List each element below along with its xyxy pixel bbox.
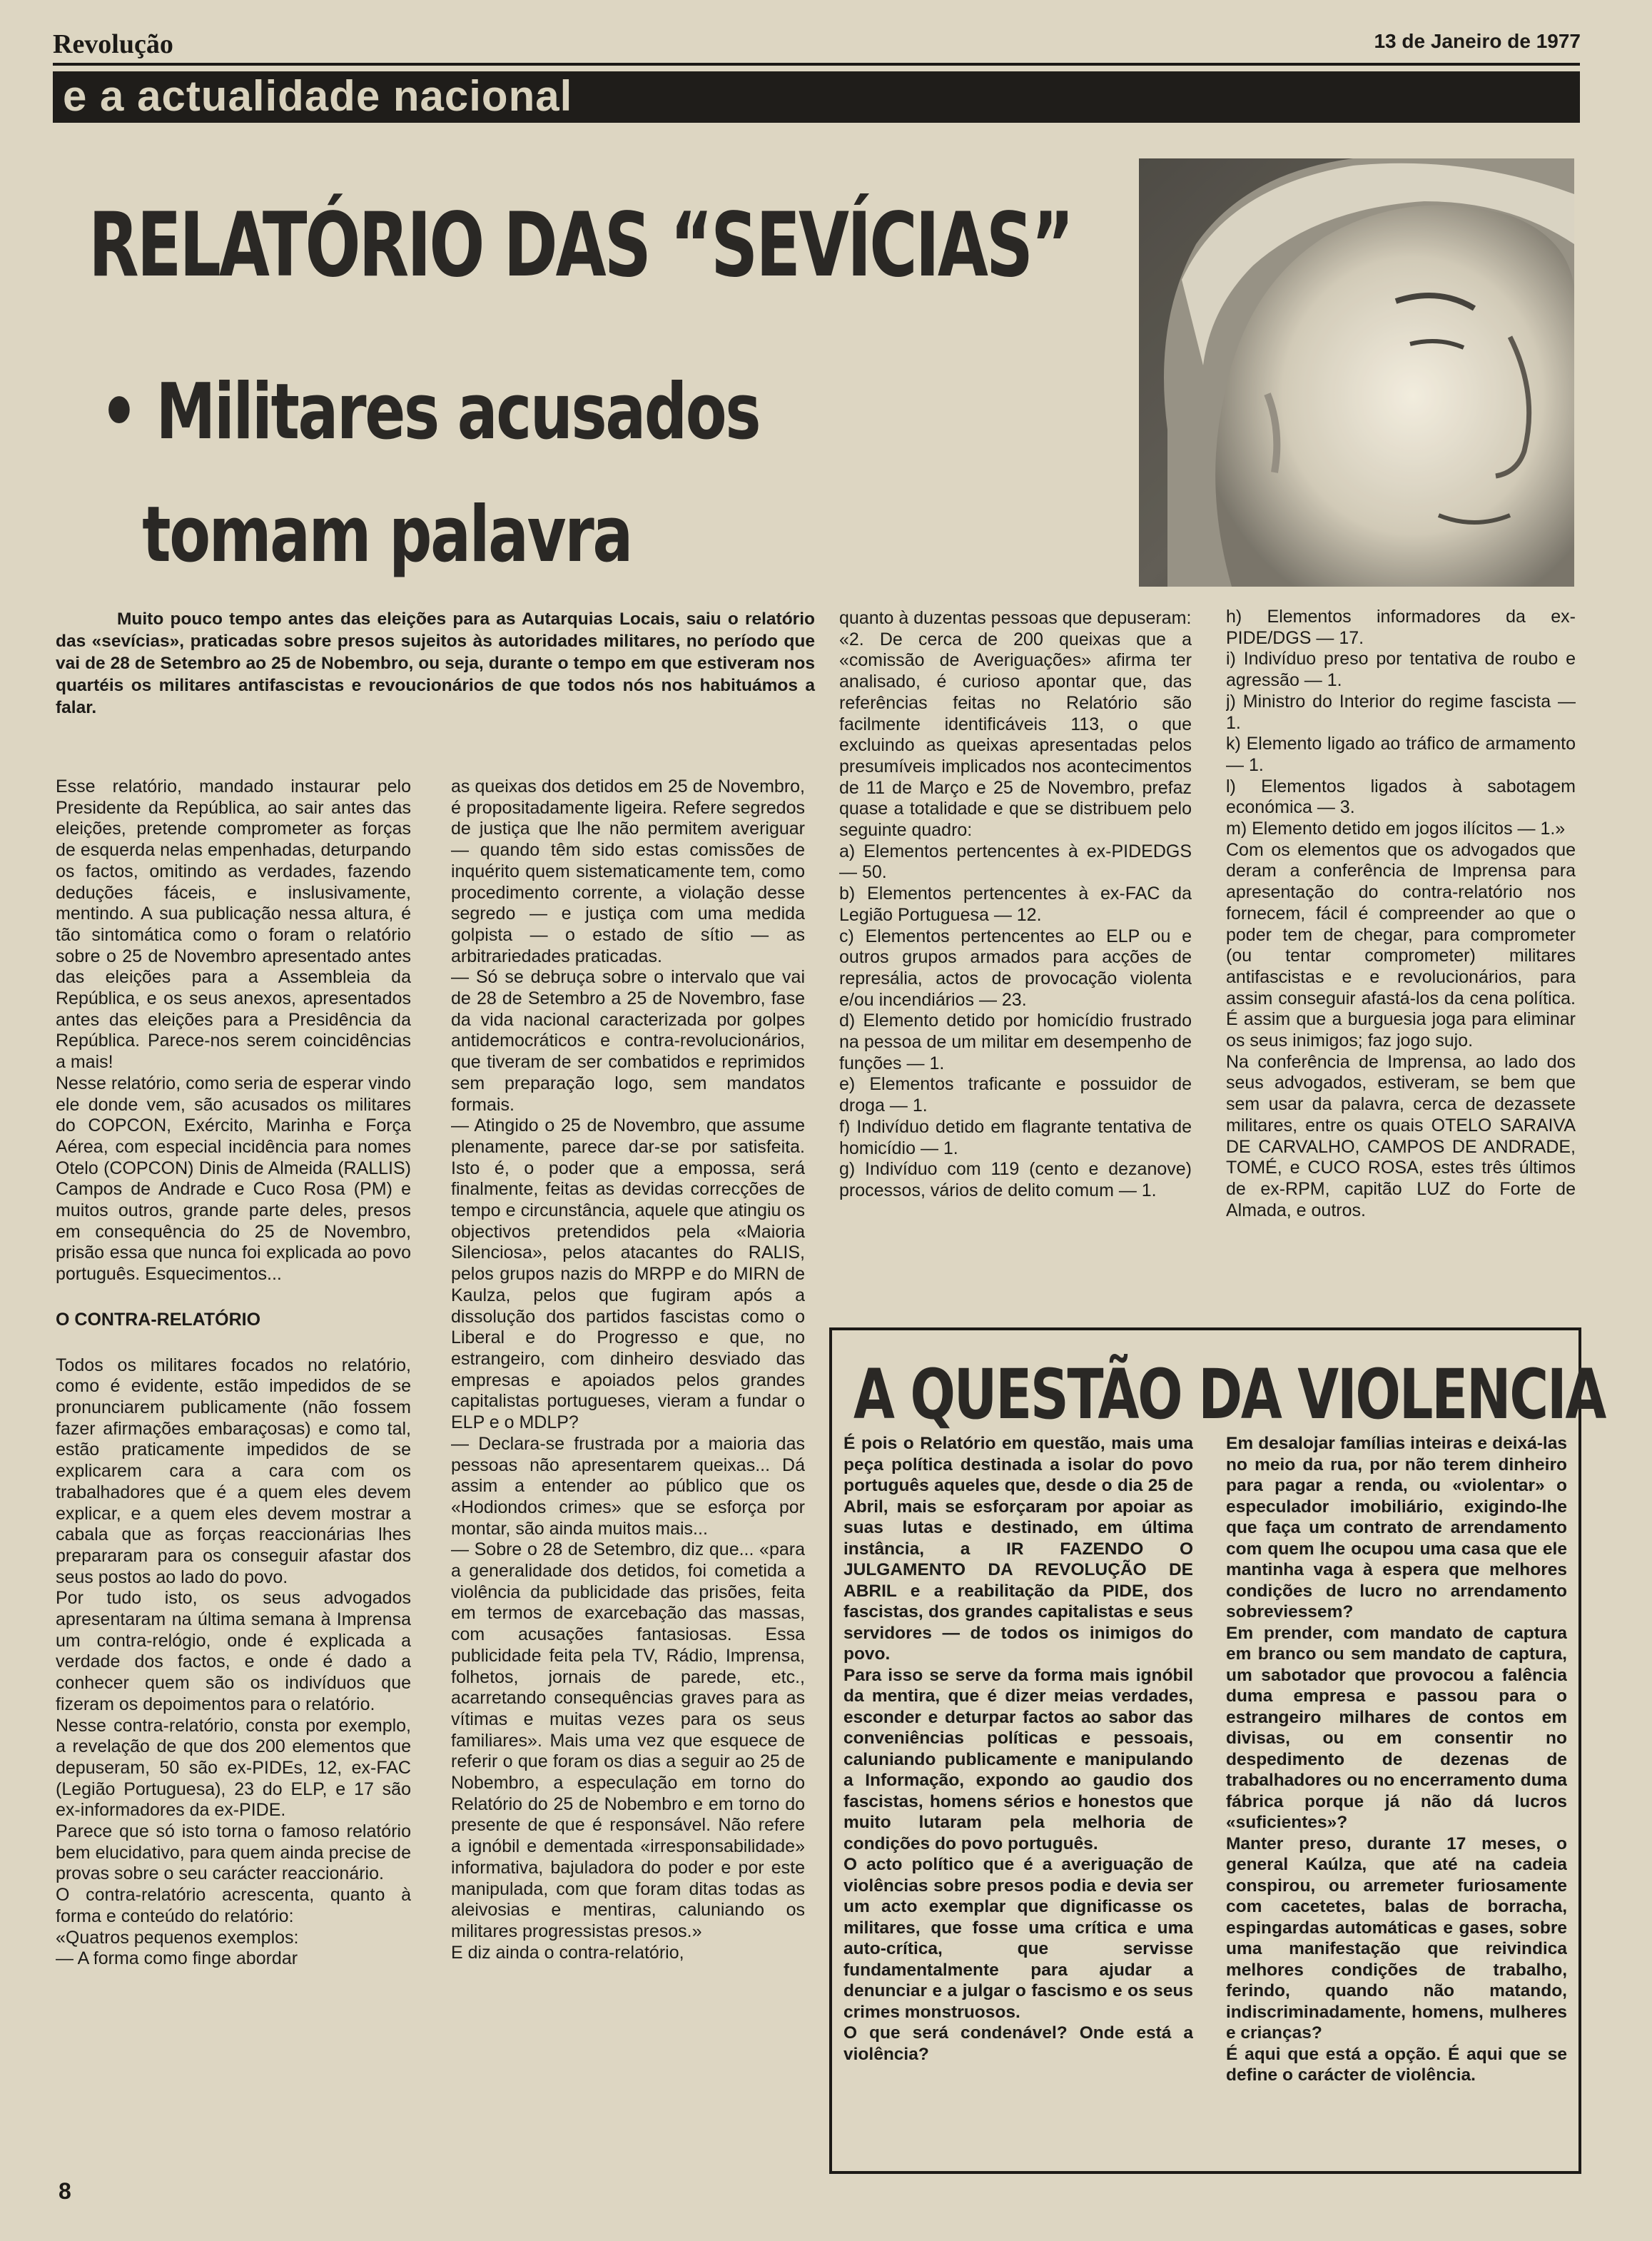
headline: RELATÓRIO DAS “SEVÍCIAS” <box>88 194 1073 297</box>
header-rule <box>53 63 1580 66</box>
sidebar-title: A QUESTÃO DA VIOLENCIA <box>853 1355 1605 1435</box>
article-text-1a: Esse relatório, mandado instaurar pelo Presidente da República, ao sair antes das eleições, pretende comprometer as forças de esquerda nelas empenhadas, deturpando os factos, omitindo as verdades, fazendo deduções fáceis, e inslusivamente, mentindo. A sua publicação nessa altura, é tão sintomática como o foram o relatório sobre o 25 de Novembro apresentado antes das eleições para a Assembleia da República, e os seus anexos, apresentados antes das eleições para a Presidência da República. Parece-nos serem coincidências a mais! Nesse relatório, como seria de esperar vindo ele donde vem, são acusados os militares do COPCON, Exército, Marinha e Força Aérea, com especial incidência para nomes Otelo (COPCON) Dinis de Almeida (RALLIS) Campos de Andrade e Cuco Rosa (PM) e muitos outros, grande parte deles, presos em consequência do 25 de Novembro, prisão essa que nunca foi explicada ao povo português. Esquecimentos... <box>56 776 411 1285</box>
article-column-2: as queixas dos detidos em 25 de Novembro, é propositadamente ligeira. Refere segredos de justiça que lhe não permitem averiguar — quando têm sido estas comissões de inquérito quem sistematicamente tem, como procedimento corrente, a violação desse segredo — e justiça com uma medida golpista — o estado de sítio — as arbitrariedades praticadas. — Só se debruça sobre o intervalo que vai de 28 de Setembro a 25 de Novembro, fase da vida nacional caracterizada por golpes antidemocráticos e contra-revolucionários, que tiveram de ser combatidos e reprimidos sem preparação logo, sem mandatos formais. — Atingido o 25 de Novembro, que assume plenamente, parece dar-se por satisfeita. Isto é, o poder que a empossa, será finalmente, feitas as devidas correcções de tempo e circunstância, aquele que atingiu os objectivos pretendidos pela «Maioria Silenciosa», pelos atacantes do RALIS, pelos grupos nazis do MRPP e do MIRN de Kaulza, pelos que fugiram após a dissolução dos partidos fascistas como o Liberal e do Progresso e que, no estrangeiro, com dinheiro desviado das empresas e apoiados pelos grandes capitalistas portugueses, vieram a fundar o ELP e o MDLP? — Declara-se frustrada por a maioria das pessoas não apresentarem queixas... Dá assim a entender ao público que os «Hodiondos crimes» que se esforça por montar, são ainda muitos mais... — Sobre o 28 de Setembro, diz que... «para a generalidade dos detidos, foi cometida a violência da publicidade das prisões, feita em termos de exarcebação das massas, com acusações fantasiosas. Essa publicidade feita pela TV, Rádio, Imprensa, folhetos, jornais de parede, etc., acarretando consequências graves para as vítimas e muitas vezes para os seus familiares». Mais uma vez que esquece de referir o que foram os dias a seguir ao 25 de Nobembro, a especulação em torno do Relatório do 25 de Nobembro e em torno do presente de que é responsável. Não refere a ignóbil e dementada «irresponsabilidade» informativa, bajuladora do poder e por este manipulada, com que foram ditas todas as aleivosias e mentiras, caluniando os militares progressistas presos.» E diz ainda o contra-relatório, <box>451 776 805 1963</box>
portrait-photo <box>1139 158 1574 587</box>
sidebar-column-1: É pois o Relatório em questão, mais uma peça política destinada a isolar do povo português aqueles que, desde o dia 25 de Abril, mais se esforçaram por apoiar as suas lutas e destinado, em última instância, a IR FAZENDO O JULGAMENTO DA REVOLUÇÃO DE ABRIL e a reabilitação da PIDE, dos fascistas, dos grandes capitalistas e seus servidores — de todos os inimigos do povo. Para isso se serve da forma mais ignóbil da mentira, que é dizer meias verdades, esconder e deturpar factos ao sabor das conveniências políticas e pessoais, caluniando publicamente e manipulando a Informação, expondo ao gaudio dos fascistas, homens sérios e honestos que muito lutaram pela melhoria de condições do povo português. O acto político que é a averiguação de violências sobre presos podia e devia ser um acto exemplar que dignificasse os militares, que fosse uma crítica e uma auto-crítica, que servisse fundamentalmente para ajudar a denunciar e a julgar o fascismo e os seus crimes monstruosos. O que será condenável? Onde está a violência? <box>843 1434 1193 2064</box>
sidebar-column-2: Em desalojar famílias inteiras e deixá-las no meio da rua, por não terem dinheiro para pagar a renda, ou «violentar» o especulador imobiliário, exigindo-lhe que faça um contrato de arrendamento com quem lhe ocupou uma casa que ele mantinha vaga à espera que melhores condições de lucro no arrendamento sobreviessem? Em prender, com mandato de captura em branco ou sem mandato de captura, um sabotador que provocou a falência duma empresa e passou para o estrangeiro milhares de contos em divisas, ou em consentir no despedimento de dezenas de trabalhadores ou no encerramento duma fábrica porque já não dá lucros «suficientes»? Manter preso, durante 17 meses, o general Kaúlza, que até na cadeia conspirou, ou arremeter furiosamente com cacetetes, balas de borracha, espingardas automáticas e gases, sobre uma manifestação que reivindica melhores condições de trabalho, ferindo, quando não matando, indiscriminadamente, homens, mulheres e crianças? É aqui que está a opção. É aqui que se define o carácter de violência. <box>1226 1434 1567 2085</box>
newspaper-name: Revolução <box>53 29 173 59</box>
section-title: e a actualidade nacional <box>63 72 573 120</box>
article-column-3: quanto à duzentas pessoas que depuseram: «2. De cerca de 200 queixas que a «comissão de Averiguações» afirma ter analisado, é curioso apontar que, das referências feitas no Relatório são facilmente identificáveis 113, o que excluindo as queixas apresentadas pelos presumíveis implicados nos acontecimentos de 11 de Março e 25 de Novembro, prefaz quase a totalidade e que se distribuem pelo seguinte quadro: a) Elementos pertencentes à ex-PIDEDGS — 50. b) Elementos pertencentes à ex-FAC da Legião Portuguesa — 12. c) Elementos pertencentes ao ELP ou e outros grupos armados para acções de represália, actos de provocação violenta e/ou incendiários — 23. d) Elemento detido por homicídio frustrado na pessoa de um militar em desempenho de funções — 1. e) Elementos traficante e possuidor de droga — 1. f) Indivíduo detido em flagrante tentativa de homicídio — 1. g) Indivíduo com 119 (cento e dezanove) processos, vários de delito comum — 1. <box>839 608 1192 1200</box>
subheadline-line-2: tomam palavra <box>142 490 632 580</box>
issue-date: 13 de Janeiro de 1977 <box>1374 30 1581 52</box>
subheading-contra-relatorio: O CONTRA-RELATÓRIO <box>56 1309 261 1330</box>
subheadline-line-1: • Militares acusados <box>100 368 760 457</box>
article-column-4: h) Elementos informadores da ex-PIDE/DGS — 17. i) Indivíduo preso por tentativa de roubo e agressão — 1. j) Ministro do Interior do regime fascista — 1. k) Elemento ligado ao tráfico de armamento — 1. l) Elementos ligados à sabotagem económica — 3. m) Elemento detido em jogos ilícitos — 1.» Com os elementos que os advogados que deram a conferência de Imprensa para apresentação do contra-relatório nos fornecem, fácil é compreender ao que o poder tem de chegar, para comprometer (ou tentar comprometer) militares antifascistas e e revolucionários, para assim conseguir afastá-los da cena política. É assim que a burguesia joga para eliminar os seus inimigos; faz jogo sujo. Na conferência de Imprensa, ao lado dos seus advogados, estiveram, se bem que sem usar da palavra, cerca de dezassete militares, entre os quais OTELO SARAIVA DE CARVALHO, CAMPOS DE ANDRADE, TOMÉ, e CUCO ROSA, estes três últimos de ex-RPM, capitão LUZ do Forte de Almada, e outros. <box>1226 607 1576 1220</box>
article-column-1 <box>56 776 411 2179</box>
article-text-1b: Todos os militares focados no relatório, como é evidente, estão impedidos de se pronunciarem publicamente (não fossem fazer afirmações embaraçosas) e como tal, estão praticamente impedidos de se explicarem cara a cara com os trabalhadores que é a quem eles devem explicar, e a quem eles devem mostrar a cabala que as forças reaccionárias lhes prepararam para os conseguir afastar dos seus postos ao lado do povo. Por tudo isto, os seus advogados apresentaram na última semana à Imprensa um contra-relógio, onde é explicada a verdade dos factos, e onde é dado a conhecer quem são os indivíduos que fizeram os depoimentos para o relatório. Nesse contra-relatório, consta por exemplo, a revelação de que dos 200 elementos que depuseram, 50 são ex-PIDEs, 12, ex-FAC (Legião Portuguesa), 23 do ELP, e 17 são ex-informadores da ex-PIDE. Parece que só isto torna o famoso relatório bem elucidativo, para quem ainda precise de provas sobre o seu carácter reaccionário. O contra-relatório acrescenta, quanto à forma e conteúdo do relatório: «Quatros pequenos exemplos: — A forma como finge abordar <box>56 1355 411 1969</box>
lead-paragraph: Muito pouco tempo antes das eleições para as Autarquias Locais, saiu o relatório das «sevícias», praticadas sobre presos sujeitos às autoridades militares, no período que vai de 28 de Setembro ao 25 de Nobembro, ou seja, durante o tempo em que estiveram nos quartéis os militares antifascistas e revoucionários de que todos nós nos habituámos a falar. <box>56 609 815 717</box>
section-banner <box>53 71 1580 123</box>
subheadline <box>100 351 759 597</box>
page-number: 8 <box>59 2178 71 2204</box>
